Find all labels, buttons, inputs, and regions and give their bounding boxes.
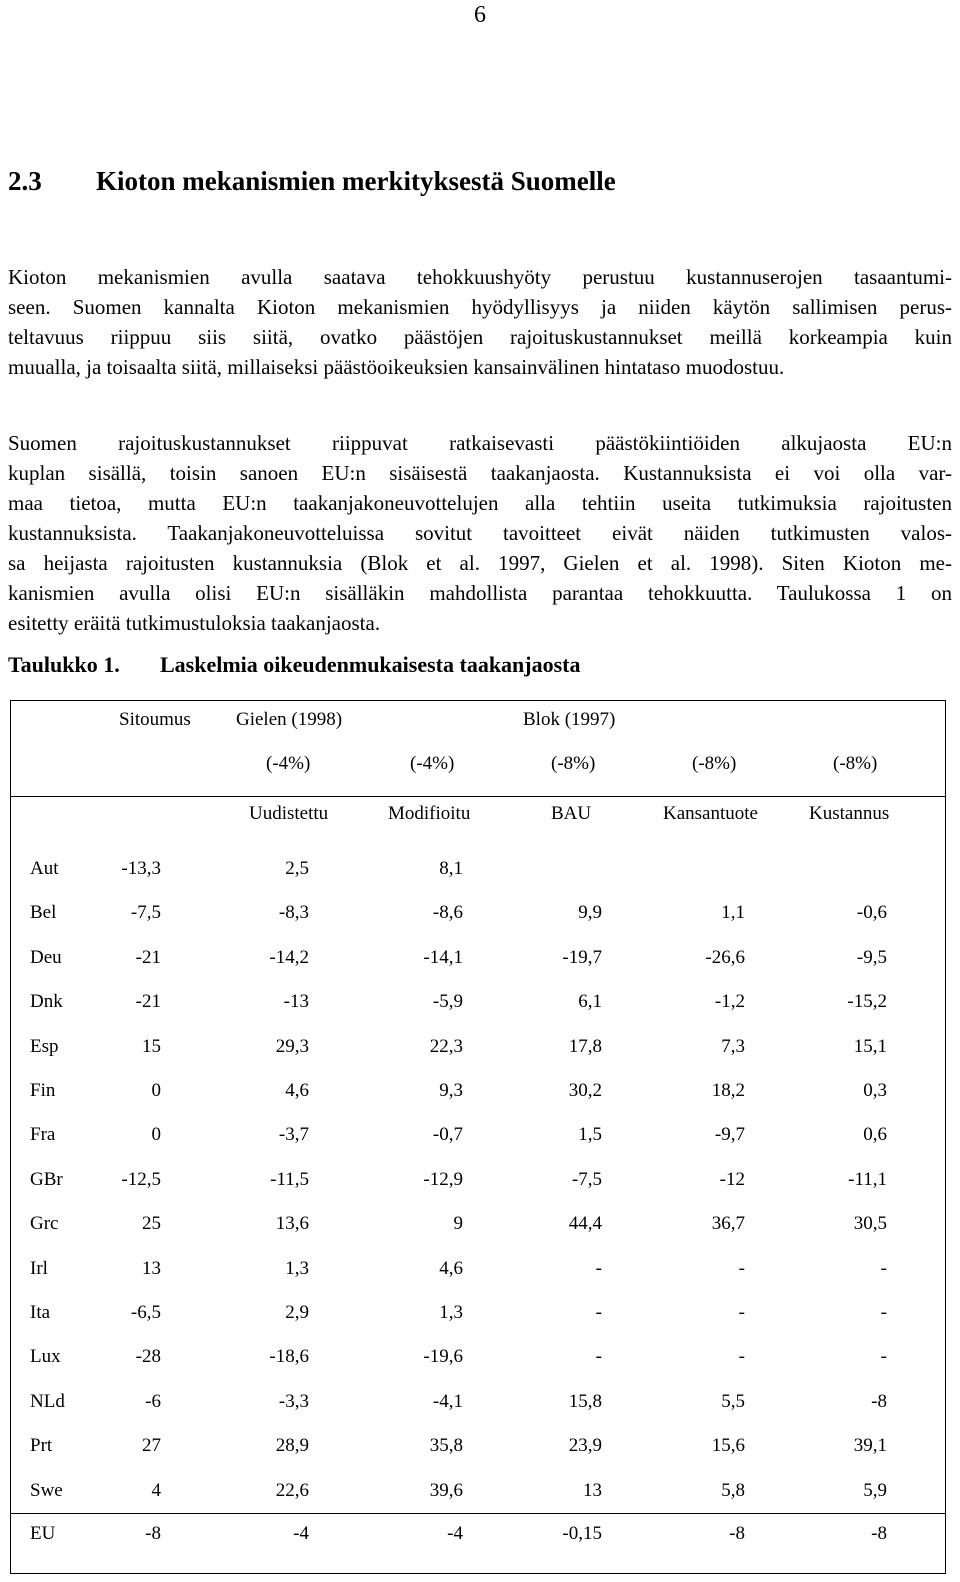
paragraph-line: teltavuus riippuu siis siitä, ovatko päästöjen rajoituskustannukset meillä korkeampia kuin xyxy=(8,325,952,349)
table-row-label: Fra xyxy=(30,1124,56,1146)
cell-bau: -7,5 xyxy=(571,1168,602,1190)
cell-bau: - xyxy=(595,1257,602,1279)
cell-sitoumus: -28 xyxy=(135,1346,161,1368)
cell-modifioitu: 9 xyxy=(453,1213,463,1235)
cell-uudistettu: -11,5 xyxy=(270,1168,309,1190)
cell-bau: 9,9 xyxy=(578,902,602,924)
header-uudistettu: Uudistettu xyxy=(249,803,329,824)
paragraph-line: maa tietoa, mutta EU:n taakanjakoneuvottelujen alla tehtiin useita tutkimuksia rajoitusten xyxy=(8,491,952,515)
cell-kustannus: -8 xyxy=(871,1390,887,1412)
table-row-label: Deu xyxy=(30,946,62,968)
paragraph-line: esitetty eräitä tutkimustuloksia taakanjaosta. xyxy=(8,611,381,635)
cell-uudistettu: 1,3 xyxy=(285,1257,309,1279)
cell-sitoumus: -12,5 xyxy=(121,1168,161,1190)
cell-bau: -0,15 xyxy=(562,1523,602,1544)
cell-sitoumus: 13 xyxy=(142,1257,161,1279)
table-row-label: GBr xyxy=(30,1168,63,1190)
cell-uudistettu: 22,6 xyxy=(275,1479,309,1501)
header-kansantuote: Kansantuote xyxy=(663,803,758,824)
cell-uudistettu: -8,3 xyxy=(278,902,309,924)
cell-kustannus: -11,1 xyxy=(848,1168,887,1190)
header-bau: BAU xyxy=(551,803,592,824)
cell-bau: 44,4 xyxy=(568,1213,602,1235)
cell-kustannus: 30,5 xyxy=(853,1213,887,1235)
cell-bau: -19,7 xyxy=(562,946,602,968)
header-kustannus: Kustannus xyxy=(809,803,890,824)
cell-bau: 13 xyxy=(583,1479,602,1501)
cell-sitoumus: 4 xyxy=(151,1479,161,1501)
cell-modifioitu: 4,6 xyxy=(439,1257,463,1279)
cell-kustannus: 0,3 xyxy=(863,1080,887,1101)
cell-modifioitu: -4 xyxy=(447,1523,463,1544)
paragraph-line: muualla, ja toisaalta siitä, millaiseksi päästöoikeuksien kansainvälinen hintataso muodostuu. xyxy=(8,355,785,379)
table-row-label: Bel xyxy=(30,902,57,924)
cell-bau: - xyxy=(595,1302,602,1323)
cell-sitoumus: 0 xyxy=(151,1080,161,1101)
cell-uudistettu: -3,3 xyxy=(278,1390,309,1412)
cell-sitoumus: 0 xyxy=(151,1124,161,1146)
header-pct: (-8%) xyxy=(551,753,596,774)
cell-kustannus: -8 xyxy=(871,1523,887,1544)
cell-kansantuote: -8 xyxy=(729,1523,745,1544)
cell-modifioitu: 9,3 xyxy=(439,1080,463,1101)
header-pct: (-8%) xyxy=(833,753,878,774)
cell-bau: 23,9 xyxy=(568,1435,602,1457)
cell-sitoumus: -8 xyxy=(145,1523,161,1544)
table-row-label: Swe xyxy=(30,1479,63,1501)
cell-uudistettu: 28,9 xyxy=(275,1435,309,1457)
cell-modifioitu: -19,6 xyxy=(423,1346,463,1368)
cell-sitoumus: -6 xyxy=(145,1390,161,1412)
paragraph-line: kustannuksista. Taakanjakoneuvotteluissa sovitut tavoitteet eivät näiden tutkimusten valos- xyxy=(8,521,952,545)
header-pct: (-8%) xyxy=(692,753,737,774)
table-row-label: Fin xyxy=(30,1080,56,1101)
table-row-label: Dnk xyxy=(30,991,63,1013)
cell-sitoumus: 25 xyxy=(142,1213,161,1235)
cell-kustannus: - xyxy=(880,1302,887,1323)
cell-uudistettu: -13 xyxy=(283,991,309,1013)
cell-uudistettu: 4,6 xyxy=(285,1080,309,1101)
cell-kansantuote: - xyxy=(738,1346,745,1368)
table-row-label: NLd xyxy=(30,1390,65,1412)
cell-uudistettu: -3,7 xyxy=(278,1124,309,1146)
cell-uudistettu: 29,3 xyxy=(275,1035,309,1057)
header-gielen: Gielen (1998) xyxy=(236,709,343,730)
cell-kustannus: 5,9 xyxy=(863,1479,887,1501)
table-caption xyxy=(8,652,581,678)
cell-modifioitu: 35,8 xyxy=(429,1435,463,1457)
cell-sitoumus: -21 xyxy=(135,991,161,1013)
cell-uudistettu: 13,6 xyxy=(275,1213,309,1235)
cell-modifioitu: 39,6 xyxy=(429,1479,463,1501)
cell-kansantuote: 1,1 xyxy=(721,902,745,924)
cell-modifioitu: -4,1 xyxy=(432,1390,463,1412)
paragraph-line: Kioton mekanismien avulla saatava tehokkuushyöty perustuu kustannuserojen tasaantumi- xyxy=(8,265,952,289)
cell-uudistettu: -18,6 xyxy=(269,1346,309,1368)
header-modifioitu: Modifioitu xyxy=(388,803,471,824)
cell-modifioitu: 1,3 xyxy=(439,1302,463,1323)
table-row-label: Grc xyxy=(30,1213,59,1235)
cell-sitoumus: -7,5 xyxy=(130,902,161,924)
table-caption-label: Taulukko 1. xyxy=(8,652,120,677)
table-row-label: Ita xyxy=(30,1302,51,1323)
cell-bau: - xyxy=(595,1346,602,1368)
cell-sitoumus: -13,3 xyxy=(121,858,161,879)
cell-kansantuote: 5,5 xyxy=(721,1390,745,1412)
cell-kansantuote: -1,2 xyxy=(714,991,745,1013)
table-row-label: Lux xyxy=(30,1346,61,1368)
cell-sitoumus: -21 xyxy=(135,946,161,968)
cell-bau: 15,8 xyxy=(568,1390,602,1412)
cell-bau: 30,2 xyxy=(568,1080,602,1101)
data-table xyxy=(10,700,946,1574)
page-number: 6 xyxy=(474,2,486,28)
section-title: Kioton mekanismien merkityksestä Suomelle xyxy=(96,166,616,196)
cell-kansantuote: 5,8 xyxy=(721,1479,745,1501)
cell-kustannus: - xyxy=(880,1257,887,1279)
cell-sitoumus: 15 xyxy=(142,1035,161,1057)
table-row-label: Aut xyxy=(30,858,59,879)
cell-kustannus: -9,5 xyxy=(856,946,887,968)
table-caption-title: Laskelmia oikeudenmukaisesta taakanjaosta xyxy=(160,652,581,677)
cell-kustannus: -15,2 xyxy=(847,991,887,1013)
cell-bau: 17,8 xyxy=(568,1035,602,1057)
cell-modifioitu: -14,1 xyxy=(423,946,463,968)
table-total-row-label: EU xyxy=(30,1523,56,1544)
paragraph-line: Suomen rajoituskustannukset riippuvat ratkaisevasti päästökiintiöiden alkujaosta EU:n xyxy=(8,431,952,455)
cell-kustannus: 0,6 xyxy=(863,1124,887,1146)
cell-uudistettu: -14,2 xyxy=(269,946,309,968)
cell-kansantuote: - xyxy=(738,1302,745,1323)
cell-kansantuote: 36,7 xyxy=(711,1213,745,1235)
header-blok: Blok (1997) xyxy=(523,709,616,730)
cell-modifioitu: -12,9 xyxy=(423,1168,463,1190)
cell-modifioitu: -5,9 xyxy=(432,991,463,1013)
paragraph-line: kanismien avulla olisi EU:n sisälläkin mahdollista parantaa tehokkuutta. Taulukossa 1 on xyxy=(8,581,952,605)
header-pct: (-4%) xyxy=(266,753,311,774)
section-heading xyxy=(8,166,616,197)
cell-kansantuote: -12 xyxy=(719,1168,745,1190)
cell-modifioitu: 8,1 xyxy=(439,858,463,879)
cell-uudistettu: 2,9 xyxy=(285,1302,309,1323)
table-row-label: Irl xyxy=(30,1257,48,1279)
section-number: 2.3 xyxy=(8,166,42,196)
cell-uudistettu: 2,5 xyxy=(285,858,309,879)
table-divider xyxy=(11,796,945,797)
cell-sitoumus: -6,5 xyxy=(130,1302,161,1323)
cell-bau: 6,1 xyxy=(578,991,602,1013)
paragraph-line: seen. Suomen kannalta Kioton mekanismien hyödyllisyys ja niiden käytön sallimisen perus- xyxy=(8,295,952,319)
header-sitoumus: Sitoumus xyxy=(119,709,191,730)
table-row-label: Prt xyxy=(30,1435,53,1457)
cell-kustannus: 39,1 xyxy=(853,1435,887,1457)
cell-modifioitu: 22,3 xyxy=(429,1035,463,1057)
cell-kansantuote: - xyxy=(738,1257,745,1279)
cell-kansantuote: 7,3 xyxy=(721,1035,745,1057)
paragraph-line: sa heijasta rajoitusten kustannuksia (Blok et al. 1997, Gielen et al. 1998). Siten Kioton me- xyxy=(8,551,952,575)
cell-kustannus: 15,1 xyxy=(853,1035,887,1057)
cell-modifioitu: -8,6 xyxy=(432,902,463,924)
cell-kansantuote: -9,7 xyxy=(714,1124,745,1146)
paragraph-1 xyxy=(8,262,952,382)
header-pct: (-4%) xyxy=(410,753,455,774)
cell-sitoumus: 27 xyxy=(142,1435,161,1457)
table-divider xyxy=(11,1513,945,1514)
cell-bau: 1,5 xyxy=(578,1124,602,1146)
cell-kustannus: - xyxy=(880,1346,887,1368)
cell-kansantuote: -26,6 xyxy=(705,946,745,968)
paragraph-line: kuplan sisällä, toisin sanoen EU:n sisäisestä taakanjaosta. Kustannuksista ei voi olla var- xyxy=(8,461,952,485)
cell-uudistettu: -4 xyxy=(293,1523,309,1544)
cell-kustannus: -0,6 xyxy=(856,902,887,924)
table-row-label: Esp xyxy=(30,1035,59,1057)
cell-modifioitu: -0,7 xyxy=(432,1124,463,1146)
paragraph-2 xyxy=(8,428,952,638)
cell-kansantuote: 15,6 xyxy=(711,1435,745,1457)
cell-kansantuote: 18,2 xyxy=(711,1080,745,1101)
